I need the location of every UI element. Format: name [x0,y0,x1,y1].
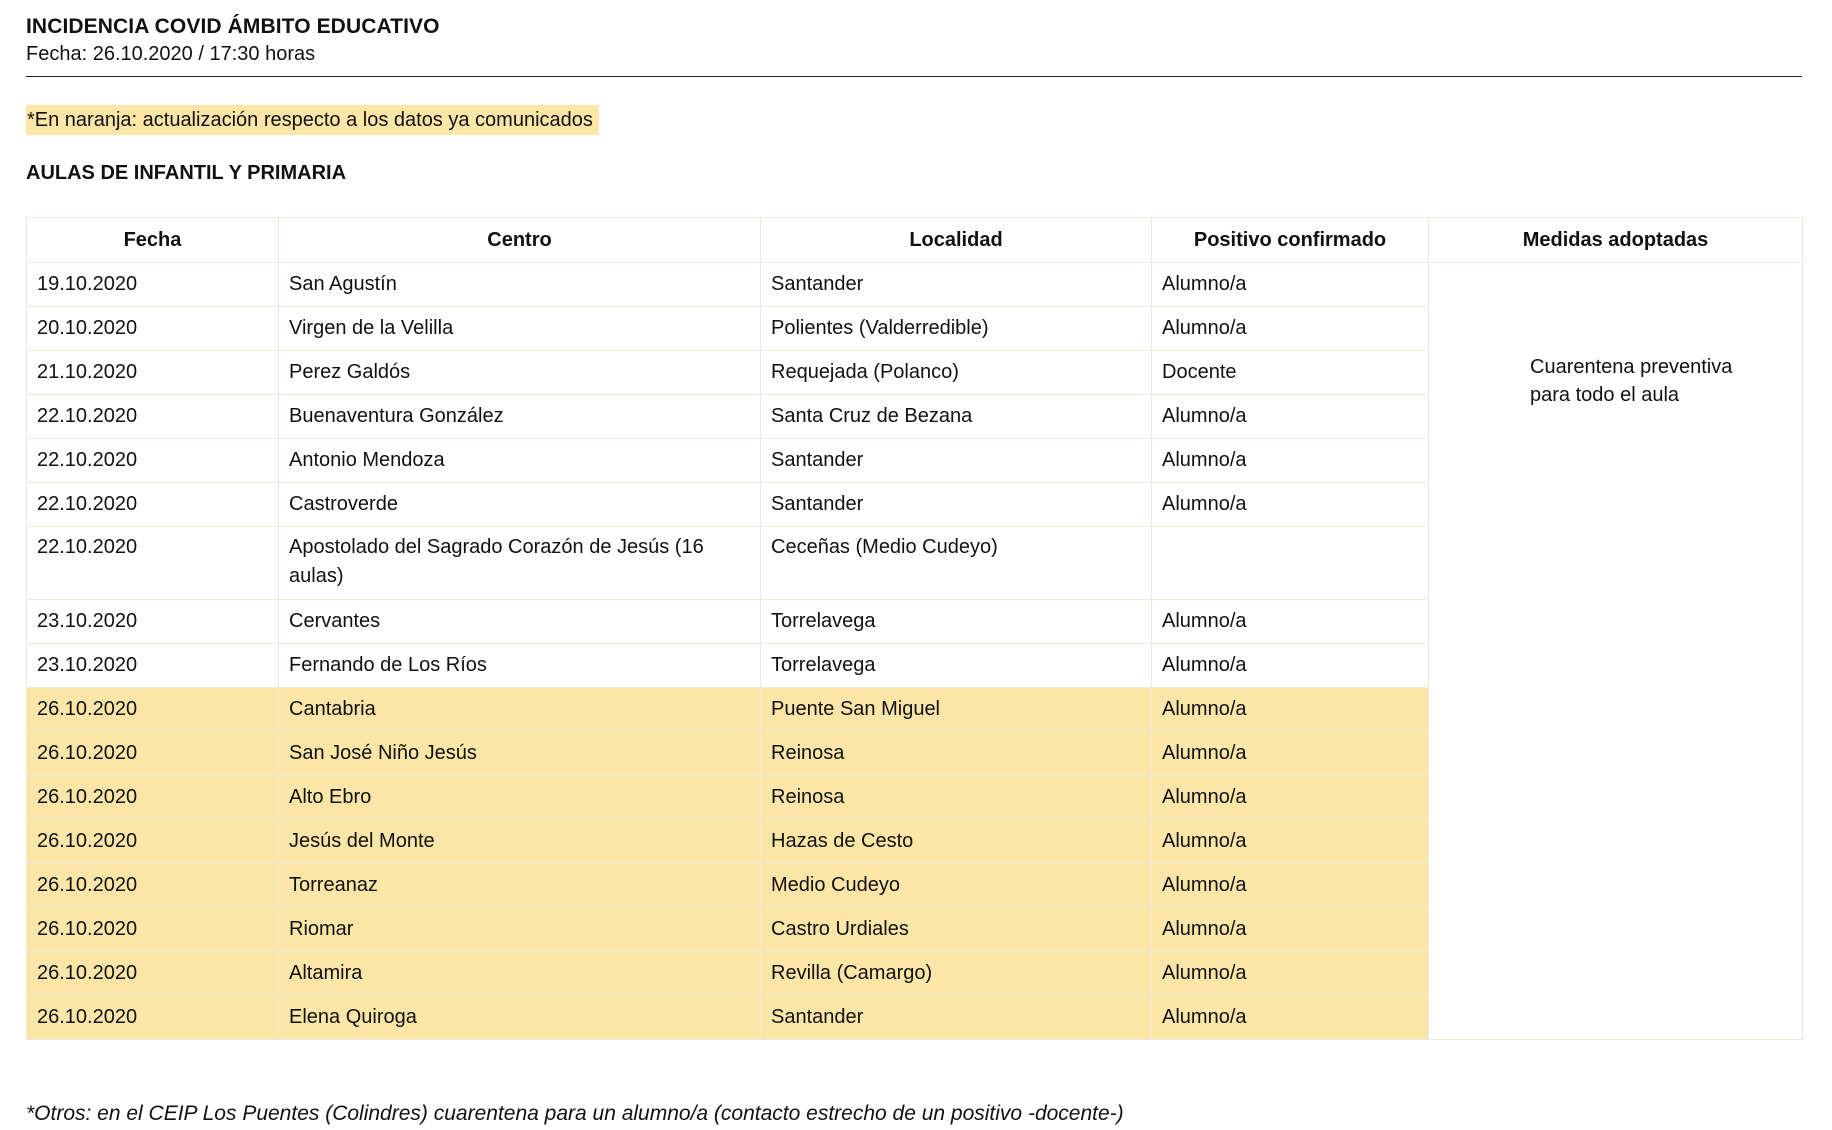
cell-centro: Perez Galdós [279,351,761,395]
cell-fecha: 26.10.2020 [27,908,279,952]
cell-localidad: Requejada (Polanco) [761,351,1152,395]
cell-medidas [1429,263,1803,1040]
cell-localidad: Torrelavega [761,644,1152,688]
cell-positivo: Alumno/a [1152,952,1429,996]
cell-centro: Fernando de Los Ríos [279,644,761,688]
document-title: INCIDENCIA COVID ÁMBITO EDUCATIVO [26,15,440,38]
cell-positivo: Alumno/a [1152,600,1429,644]
cell-fecha: 22.10.2020 [27,527,279,600]
cell-localidad: Torrelavega [761,600,1152,644]
cell-fecha: 22.10.2020 [27,483,279,527]
cell-centro: Torreanaz [279,864,761,908]
document-date: Fecha: 26.10.2020 / 17:30 horas [26,43,316,65]
cell-centro: Cervantes [279,600,761,644]
cell-fecha: 26.10.2020 [27,688,279,732]
cell-centro: Altamira [279,952,761,996]
cell-localidad: Santander [761,996,1152,1040]
document-page [26,14,1806,1040]
cell-fecha: 20.10.2020 [27,307,279,351]
cell-fecha: 26.10.2020 [27,952,279,996]
cell-fecha: 26.10.2020 [27,776,279,820]
header-divider [26,76,1802,77]
cell-positivo: Alumno/a [1152,688,1429,732]
cell-positivo: Alumno/a [1152,439,1429,483]
cell-centro: Antonio Mendoza [279,439,761,483]
cell-positivo: Alumno/a [1152,483,1429,527]
cell-localidad: Santa Cruz de Bezana [761,395,1152,439]
cell-centro: Elena Quiroga [279,996,761,1040]
cell-localidad: Reinosa [761,732,1152,776]
cell-localidad: Santander [761,483,1152,527]
cell-positivo: Alumno/a [1152,307,1429,351]
cell-localidad: Ceceñas (Medio Cudeyo) [761,527,1152,600]
cell-localidad: Castro Urdiales [761,908,1152,952]
legend-note: *En naranja: actualización respecto a los datos ya comunicados [26,105,599,135]
cell-positivo: Alumno/a [1152,776,1429,820]
cell-fecha: 22.10.2020 [27,395,279,439]
cell-positivo: Docente [1152,351,1429,395]
footer-note: *Otros: en el CEIP Los Puentes (Colindres) cuarentena para un alumno/a (contacto estrecho de un positivo -docente-) [26,1102,1124,1125]
cell-localidad: Hazas de Cesto [761,820,1152,864]
cell-centro: San Agustín [279,263,761,307]
medidas-text: Cuarentena preventiva para todo el aula [1530,356,1733,406]
cell-positivo: Alumno/a [1152,395,1429,439]
cell-localidad: Santander [761,263,1152,307]
cell-centro: Riomar [279,908,761,952]
cases-table [26,217,1803,1040]
cell-centro: Alto Ebro [279,776,761,820]
cell-fecha: 22.10.2020 [27,439,279,483]
cell-fecha: 26.10.2020 [27,732,279,776]
cell-centro: Apostolado del Sagrado Corazón de Jesús (16 aulas) [279,527,761,600]
table-body [27,263,1803,1040]
cell-positivo: Alumno/a [1152,263,1429,307]
table-row [27,263,1803,307]
cell-fecha: 26.10.2020 [27,820,279,864]
column-header-medidas: Medidas adoptadas [1429,218,1803,263]
cell-positivo: Alumno/a [1152,996,1429,1040]
cell-positivo: Alumno/a [1152,864,1429,908]
cell-localidad: Medio Cudeyo [761,864,1152,908]
cell-localidad: Polientes (Valderredible) [761,307,1152,351]
cell-fecha: 23.10.2020 [27,644,279,688]
column-header-centro: Centro [279,218,761,263]
cell-fecha: 26.10.2020 [27,996,279,1040]
column-header-localidad: Localidad [761,218,1152,263]
cell-fecha: 26.10.2020 [27,864,279,908]
cell-centro: Virgen de la Velilla [279,307,761,351]
column-header-positivo: Positivo confirmado [1152,218,1429,263]
cell-fecha: 21.10.2020 [27,351,279,395]
cell-localidad: Reinosa [761,776,1152,820]
cell-positivo: Alumno/a [1152,820,1429,864]
column-header-fecha: Fecha [27,218,279,263]
cell-centro: Buenaventura González [279,395,761,439]
cell-positivo: Alumno/a [1152,732,1429,776]
cell-centro: Cantabria [279,688,761,732]
table-header-row [27,218,1803,263]
cell-centro: Castroverde [279,483,761,527]
cell-centro: Jesús del Monte [279,820,761,864]
cell-localidad: Santander [761,439,1152,483]
cell-centro: San José Niño Jesús [279,732,761,776]
section-title: AULAS DE INFANTIL Y PRIMARIA [26,162,347,184]
legend-note-wrap [26,105,1806,137]
cell-fecha: 19.10.2020 [27,263,279,307]
cell-positivo: Alumno/a [1152,908,1429,952]
cell-localidad: Puente San Miguel [761,688,1152,732]
cell-positivo [1152,527,1429,600]
cell-localidad: Revilla (Camargo) [761,952,1152,996]
cell-fecha: 23.10.2020 [27,600,279,644]
cell-positivo: Alumno/a [1152,644,1429,688]
